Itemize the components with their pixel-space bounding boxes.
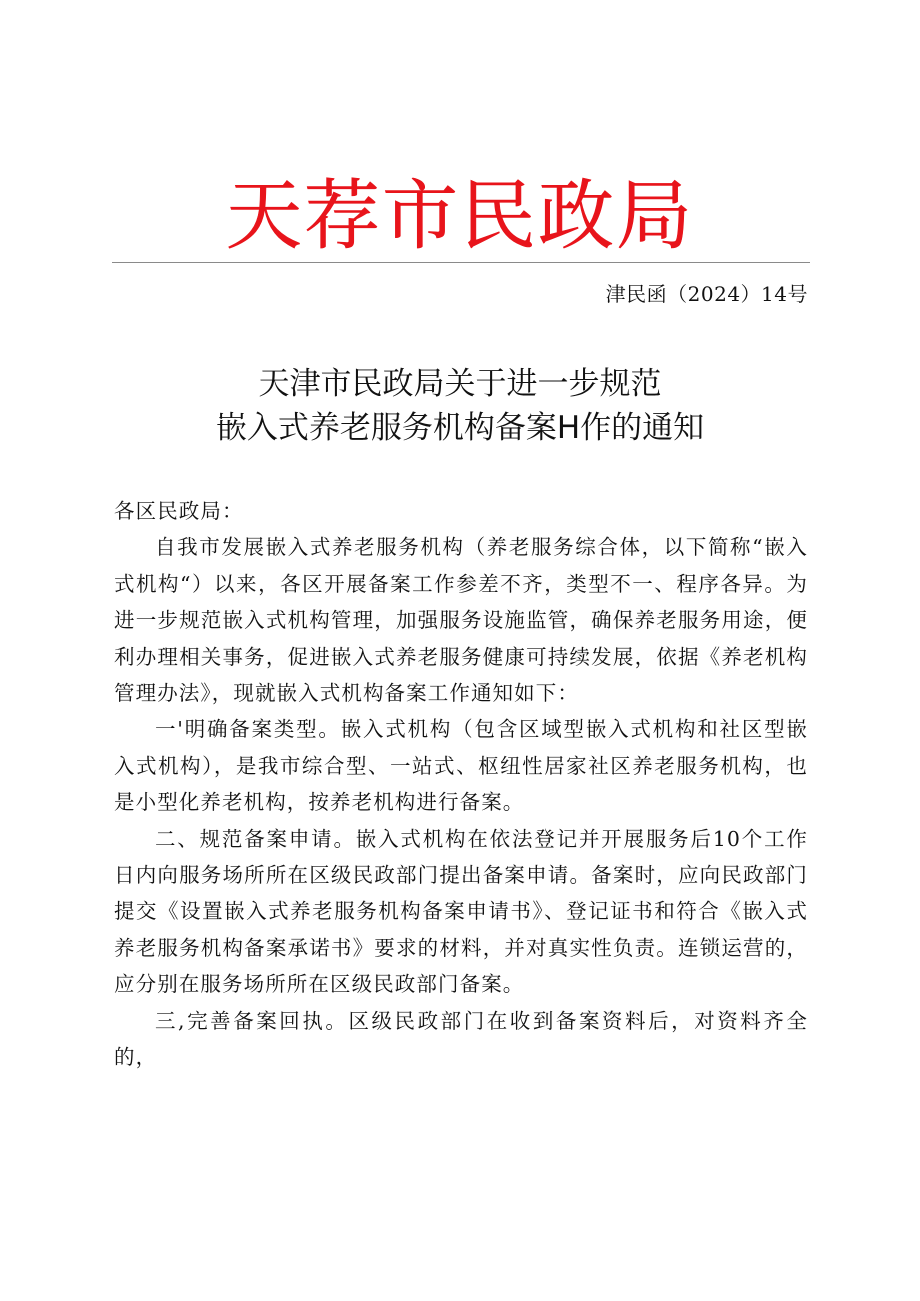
salutation: 各区民政局： (114, 499, 244, 523)
document-title (0, 362, 920, 450)
paragraph-section-3: 三,完善备案回执。区级民政部门在收到备案资料后，对资料齐全的， (114, 1008, 808, 1070)
document-title-line-2: 嵌入式养老服务机构备案H作的通知 (215, 410, 705, 446)
letterhead-agency-name: 天荐市民政局 (226, 171, 694, 260)
letterhead-divider (112, 262, 810, 263)
paragraph-intro: 自我市发展嵌入式养老服务机构（养老服务综合体，以下简称“嵌入式机构“）以来，各区开展备案工作参差不齐，类型不一、程序各异。为进一步规范嵌入式机构管理，加强服务设施监管，确保养老服务用途，便利办理相关事务，促进嵌入式养老服务健康可持续发展，依据《养老机构管理办法》，现就嵌入式机构备案工作通知如下： (114, 535, 808, 706)
document-number: 津民函（2024）14号 (605, 282, 808, 306)
document-body (114, 493, 808, 1076)
paragraph-section-1: 一'明确备案类型。嵌入式机构（包含区域型嵌入式机构和社区型嵌入式机构），是我市综合型、一站式、枢纽性居家社区养老服务机构，也是小型化养老机构，按养老机构进行备案。 (114, 717, 808, 815)
document-title-line-1: 天津市民政局关于进一步规范 (258, 366, 662, 402)
paragraph-section-2: 二、规范备案申请。嵌入式机构在依法登记并开展服务后10个工作日内向服务场所所在区级民政部门提出备案申请。备案时，应向民政部门提交《设置嵌入式养老服务机构备案申请书》、登记证书和符合《嵌入式养老服务机构备案承诺书》要求的材料，并对真实性负责。连锁运营的，应分别在服务场所所在区级民政部门备案。 (114, 826, 808, 997)
